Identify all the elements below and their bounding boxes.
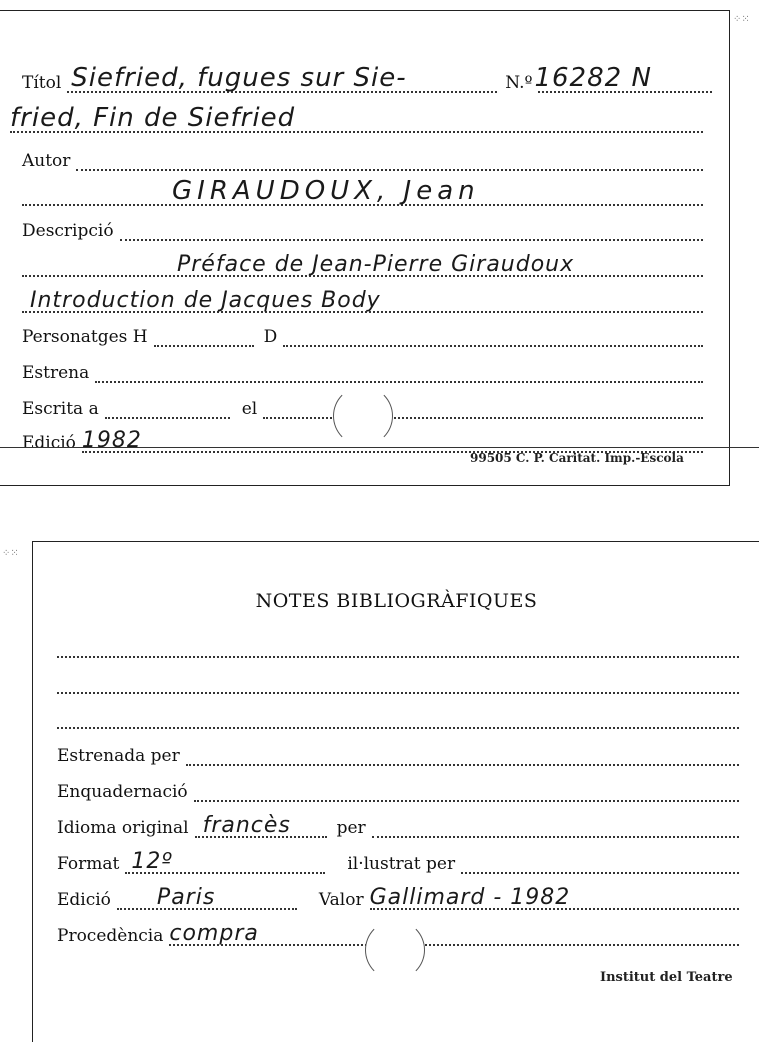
enquadernacio-row (57, 772, 739, 802)
format-row (57, 844, 739, 874)
paper-speckle: ⁘⁙ (2, 548, 19, 559)
enquadernacio-label: Enquadernació (57, 782, 188, 802)
estrena-label: Estrena (22, 363, 90, 383)
blank-row-3 (57, 699, 739, 729)
descripcio-value-1: Préface de Jean-Pierre Giraudoux (177, 252, 575, 277)
descripcio-row (22, 211, 703, 241)
format-field (125, 850, 325, 874)
enquadernacio-field (194, 778, 739, 802)
escrita-label: Escrita a (22, 399, 99, 419)
valor-field (370, 886, 739, 910)
blank-field-3 (57, 705, 739, 729)
numero-label: N.º (505, 73, 533, 93)
autor-label: Autor (22, 151, 71, 171)
printer-imprint: 99505 C. P. Caritat. Imp.-Escola (470, 451, 684, 465)
valor-label: Valor (318, 890, 364, 910)
per-label: per (336, 818, 366, 838)
procedencia-label: Procedència (57, 926, 164, 946)
paper-speckle: ⁘⁙ (733, 14, 750, 25)
procedencia-field (169, 922, 739, 946)
numero-field (534, 63, 712, 93)
autor-value: GIRAUDOUX, Jean (172, 176, 480, 206)
descripcio-value-2: Introduction de Jacques Body (30, 288, 381, 313)
idioma-row (57, 808, 739, 838)
titol-row-2 (10, 103, 703, 133)
format-value: 12º (131, 849, 173, 874)
estrena-row (22, 353, 703, 383)
edicio-label: Edició (22, 433, 76, 453)
d-label: D (263, 327, 278, 347)
descripcio-row-3 (22, 283, 703, 313)
personatges-d-field (283, 323, 703, 347)
edicio-field (82, 429, 703, 453)
catalog-card-back (32, 541, 759, 1042)
titol-value-2: fried, Fin de Siefried (10, 103, 296, 133)
autor-row-2 (22, 176, 703, 206)
personatges-label: Personatges H (22, 327, 148, 347)
blank-row-2 (57, 664, 739, 694)
edicio-value: 1982 (81, 428, 142, 453)
escrita-field (105, 395, 230, 419)
estrenada-label: Estrenada per (57, 746, 180, 766)
el-field (263, 395, 703, 419)
notes-heading: NOTES BIBLIOGRÀFIQUES (255, 590, 538, 612)
institut-footer: Institut del Teatre (600, 970, 733, 985)
numero-value: 16282 N (534, 63, 652, 93)
illustrat-label: il·lustrat per (347, 854, 456, 874)
per-field (372, 814, 739, 838)
autor-row (22, 141, 703, 171)
idioma-label: Idioma original (57, 818, 189, 838)
titol-field-2 (10, 103, 703, 133)
edicio2-field (117, 886, 297, 910)
idioma-field (195, 814, 327, 838)
idioma-value: francès (202, 813, 291, 838)
blank-field-2 (57, 670, 739, 694)
autor-field-2 (22, 176, 703, 206)
titol-field (67, 63, 497, 93)
edicio2-label: Edició (57, 890, 111, 910)
autor-field (76, 147, 703, 171)
illustrat-field (461, 850, 739, 874)
blank-field-1 (57, 634, 739, 658)
procedencia-value: compra (169, 921, 259, 946)
descripcio-field-3 (22, 289, 703, 313)
estrenada-field (186, 742, 739, 766)
valor-value: Gallimard - 1982 (369, 885, 571, 910)
personatges-h-field (154, 323, 254, 347)
card-bottom-rule (0, 447, 759, 448)
edicio2-row (57, 880, 739, 910)
estrenada-row (57, 736, 739, 766)
catalog-card-front (0, 10, 730, 486)
descripcio-field-2 (22, 253, 703, 277)
personatges-row (22, 317, 703, 347)
estrena-field (95, 359, 703, 383)
blank-row-1 (57, 628, 739, 658)
el-label: el (241, 399, 258, 419)
format-label: Format (57, 854, 120, 874)
titol-label: Títol (22, 73, 62, 93)
descripcio-field (120, 217, 703, 241)
titol-row (22, 63, 712, 93)
descripcio-label: Descripció (22, 221, 114, 241)
edicio2-value: Paris (156, 885, 216, 910)
titol-value: Siefried, fugues sur Sie- (71, 63, 407, 93)
descripcio-row-2 (22, 247, 703, 277)
punch-hole (365, 920, 425, 980)
punch-hole (333, 386, 393, 446)
